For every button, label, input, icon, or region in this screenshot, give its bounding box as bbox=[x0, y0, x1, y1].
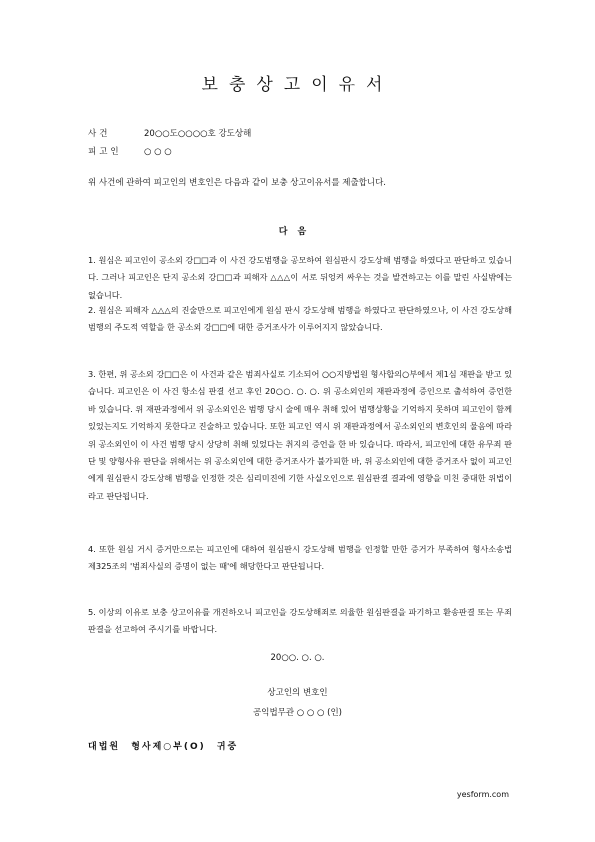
document-title: 보충상고이유서 bbox=[201, 75, 394, 95]
case-row bbox=[88, 127, 251, 139]
paragraph-2: 2. 원심은 피해자 △△△의 진술만으로 피고인에게 원심 판시 강도상해 범행을 하였다고 판단하였으나, 이 사건 강도상해 범행의 주도적 역할을 한 공소외 강□□에 대한 증거조사가 이루어지지 않았습니다. bbox=[88, 305, 512, 333]
case-label: 사건 bbox=[88, 129, 111, 139]
paragraph-5: 5. 이상의 이유로 보충 상고이유를 개진하오니 피고인을 강도상해죄로 의율한 원심판결을 파기하고 환송판결 또는 무죄판결을 선고하여 주시기를 바랍니다. bbox=[88, 607, 512, 635]
defendant-row bbox=[88, 145, 172, 157]
paragraph-4: 4. 또한 원심 거시 증거만으로는 피고인에 대하여 원심판시 강도상해 범행을 인정할 만한 증거가 부족하여 형사소송법 제325조의 '범죄사실의 증명이 없는 때'에 해당한다고 판단됩니다. bbox=[88, 544, 512, 572]
footer-watermark: yesform.com bbox=[456, 790, 509, 799]
paragraph-1: 1. 원심은 피고인이 공소외 강□□과 이 사건 강도범행을 공모하여 원심판시 강도상해 범행을 하였다고 판단하고 있습니다. 그러나 피고인은 단지 공소외 강□□과 피해자 △△△이 서로 뒤엉켜 싸우는 것을 발견하고는 이를 말린 사실밖에는 없습니다. bbox=[88, 255, 512, 300]
section-heading: 다음 bbox=[278, 227, 317, 237]
defendant-value: ○ ○ ○ bbox=[144, 147, 172, 157]
document-date: 20○○. ○. ○. bbox=[270, 653, 325, 663]
case-value: 20○○도○○○○호 강도상해 bbox=[144, 129, 252, 139]
paragraph-3: 3. 한편, 위 공소외 강□□은 이 사건과 같은 범죄사실로 기소되어 ○○지방법원 형사합의○부에서 제1심 재판을 받고 있습니다. 피고인은 이 사건 항소심 판결 선고 후인 20○○. ○. ○. 위 공소외인의 재판과정에 증인으로 출석하여 증언한 바 있습니다. 위 재판과정에서 위 공소외인은 범행 당시 술에 매우 취해 있어 범행상황을 기억하지 못하며 피고인이 함께 있었는지도 기억하지 못한다고 진술하고 있습니다. 또한 피고인 역시 위 재판과정에서 공소외인의 변호인의 물음에 따라 위 공소외인이 이 사건 범행 당시 상당히 취해 있었다는 취지의 증언을 한 바 있습니다. 따라서, 피고인에 대한 유무죄 판단 및 양형사유 판단을 위해서는 위 공소외인에 대한 증거조사가 불가피한 바, 위 공소외인에 대한 증거조사 없이 피고인에게 원심판시 강도상해 범행을 인정한 것은 심리미진에 기한 사실오인으로 원심판결 결과에 영향을 미친 중대한 위법이라고 판단됩니다. bbox=[88, 369, 512, 501]
signature-line-2: 공익법무관 ○ ○ ○ (인) bbox=[253, 708, 342, 718]
defendant-label: 피고인 bbox=[88, 147, 122, 157]
court-addressee: 대법원 형사제○부(O) 귀중 bbox=[88, 742, 239, 752]
intro-text: 위 사건에 관하여 피고인의 변호인은 다음과 같이 보충 상고이유서를 제출합니다. bbox=[88, 178, 386, 188]
signature-line-1: 상고인의 변호인 bbox=[267, 688, 328, 698]
